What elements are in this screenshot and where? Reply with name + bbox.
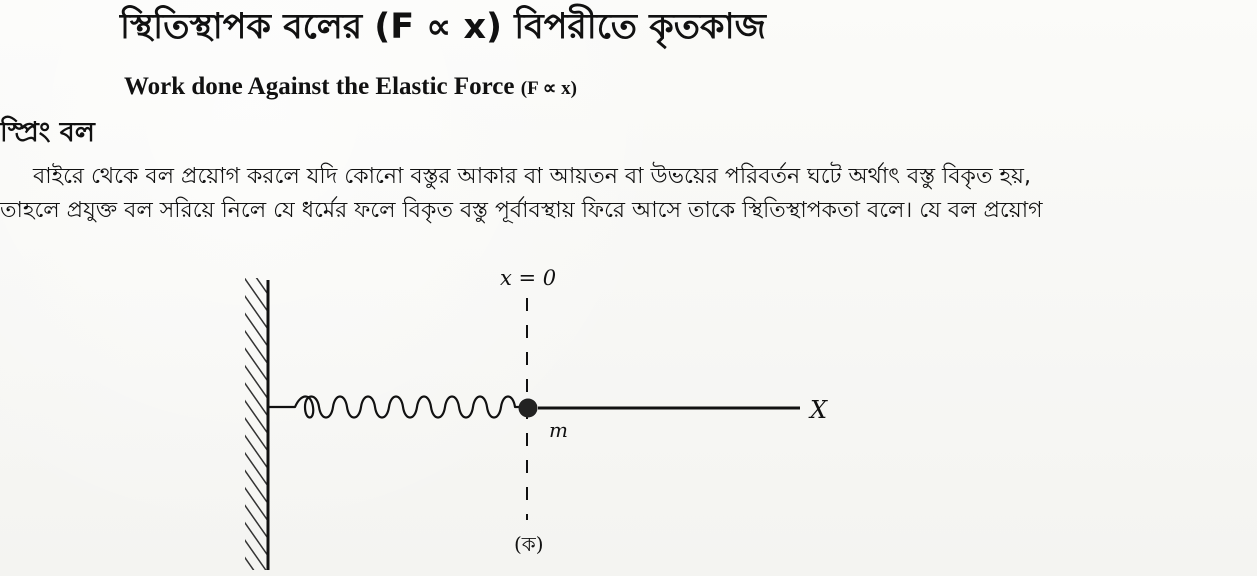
x-zero-label: x = 0 bbox=[500, 266, 557, 290]
mass-label: m bbox=[549, 418, 568, 442]
english-title bbox=[124, 73, 577, 101]
section-heading: স্প্রিং বল bbox=[0, 117, 95, 148]
spring-coil bbox=[268, 397, 520, 418]
paragraph-line-1: বাইরে থেকে বল প্রয়োগ করলে যদি কোনো বস্তুর আকার বা আয়তন বা উভয়ের পরিবর্তন ঘটে অর্থাৎ বস্তু বিকৃত হয়, bbox=[33, 164, 1031, 189]
english-title-suffix: (F ∝ x) bbox=[520, 78, 577, 99]
paragraph-line-2: তাহলে প্রযুক্ত বল সরিয়ে নিলে যে ধর্মের ফলে বিকৃত বস্তু পূর্বাবস্থায় ফিরে আসে তাকে স্থিতিস্থাপকতা বলে। যে বল প্রয়োগ bbox=[0, 198, 1043, 223]
axis-x-label: X bbox=[810, 396, 828, 424]
paragraph bbox=[0, 160, 1235, 228]
bengali-title: স্থিতিস্থাপক বলের (F ∝ x) বিপরীতে কৃতকাজ bbox=[120, 7, 766, 47]
mass-block bbox=[519, 399, 538, 418]
english-title-main: Work done Against the Elastic Force bbox=[124, 73, 521, 100]
wall-hatch bbox=[245, 278, 268, 570]
figure-caption: (ক) bbox=[514, 532, 544, 556]
